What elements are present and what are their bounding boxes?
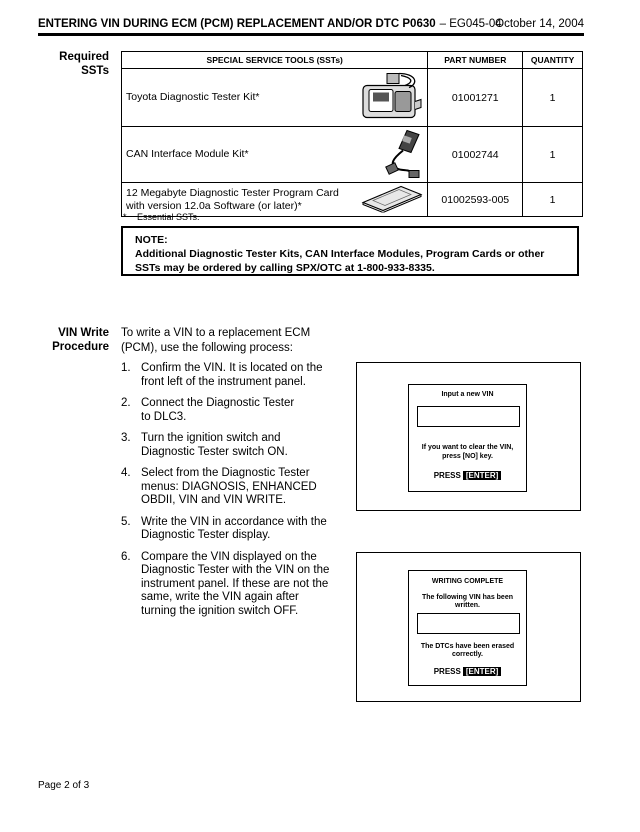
list-item: 1. Confirm the VIN. It is located on the front left of the instrument panel. [121, 362, 323, 388]
screen-message: press [NO] key. [442, 453, 493, 460]
can-module-icon [383, 128, 423, 181]
procedure-steps [121, 362, 343, 618]
press-enter-prompt: PRESS [ENTER] [409, 667, 526, 676]
column-header-part-number: PART NUMBER [428, 52, 523, 69]
list-item: 3. Turn the ignition switch and Diagnostic Tester switch ON. [121, 432, 288, 458]
procedure-intro: To write a VIN to a replacement ECM (PCM), use the following process: [121, 327, 311, 354]
screen-title: WRITING COMPLETE [431, 578, 504, 585]
tester-screen-illustration [356, 552, 581, 702]
header-rule [38, 33, 584, 36]
table-row [122, 127, 583, 183]
sst-table [121, 51, 583, 217]
table-header-row [122, 52, 583, 69]
note-title: NOTE: [135, 234, 168, 246]
page-header [38, 18, 584, 30]
section-label-vin-write: VIN Write Procedure [52, 327, 109, 353]
enter-key-label: [ENTER] [463, 471, 501, 480]
vin-input-field [417, 406, 520, 427]
enter-key-label: [ENTER] [463, 667, 501, 676]
tester-display [408, 384, 527, 492]
screen-title: Input a new VIN [441, 391, 494, 398]
step-number: 2. [121, 397, 131, 409]
page-number: Page 2 of 3 [38, 780, 90, 791]
part-number: 01002744 [428, 127, 523, 183]
column-header-quantity: QUANTITY [523, 52, 583, 69]
step-number: 1. [121, 362, 131, 374]
quantity: 1 [523, 69, 583, 127]
step-number: 3. [121, 432, 131, 444]
tool-cell [122, 127, 428, 183]
part-number: 01001271 [428, 69, 523, 127]
screen-message: If you want to clear the VIN, [421, 444, 514, 451]
screen-message: The DTCs have been erased [420, 643, 515, 650]
note-line: Additional Diagnostic Tester Kits, CAN Interface Modules, Program Cards or other [135, 248, 545, 260]
screen-message: The following VIN has been [421, 594, 513, 601]
list-item: 2. Connect the Diagnostic Tester to DLC3. [121, 397, 295, 423]
tool-cell [122, 69, 428, 127]
tool-name: 12 Megabyte Diagnostic Tester Program Card with version 12.0a Software (or later)* [126, 186, 339, 212]
program-card-icon [361, 184, 423, 215]
tool-name: Toyota Diagnostic Tester Kit* [126, 91, 260, 103]
section-label-required-ssts: Required SSTs [59, 51, 109, 77]
footnote-marker: * [123, 212, 127, 222]
screen-message: written. [455, 602, 480, 609]
quantity: 1 [523, 183, 583, 217]
footnote [123, 212, 200, 222]
diagnostic-tester-kit-icon [361, 71, 423, 124]
step-number: 5. [121, 515, 131, 528]
list-item: 5. Write the VIN in accordance with the Diagnostic Tester display. [121, 515, 327, 541]
document-title: ENTERING VIN DURING ECM (PCM) REPLACEMENT AND/OR DTC P0630 [38, 18, 436, 30]
step-number: 6. [121, 550, 131, 563]
document-code: – EG045-04 [439, 18, 502, 30]
quantity: 1 [523, 127, 583, 183]
screen-message: correctly. [452, 651, 483, 658]
table-row [122, 69, 583, 127]
press-enter-prompt: PRESS [ENTER] [409, 471, 526, 480]
vin-display-field [417, 613, 520, 634]
tester-display [408, 570, 527, 686]
document-date: October 14, 2004 [495, 18, 584, 30]
step-number: 4. [121, 467, 131, 479]
tester-screen-illustration [356, 362, 581, 511]
note-line: SSTs may be ordered by calling SPX/OTC at 1-800-933-8335. [135, 262, 435, 274]
column-header-tools: SPECIAL SERVICE TOOLS (SSTs) [122, 52, 428, 69]
list-item: 4. Select from the Diagnostic Tester menus: DIAGNOSIS, ENHANCED OBDII, VIN and VIN WRITE. [121, 467, 317, 506]
list-item: 6. Compare the VIN displayed on the Diagnostic Tester with the VIN on the instrument panel. If these are not the same, write the VIN again after turning the ignition switch OFF. [121, 550, 330, 617]
part-number: 01002593-005 [428, 183, 523, 217]
tool-name: CAN Interface Module Kit* [126, 148, 249, 160]
note-box [121, 226, 579, 276]
footnote-text: Essential SSTs. [137, 212, 200, 222]
